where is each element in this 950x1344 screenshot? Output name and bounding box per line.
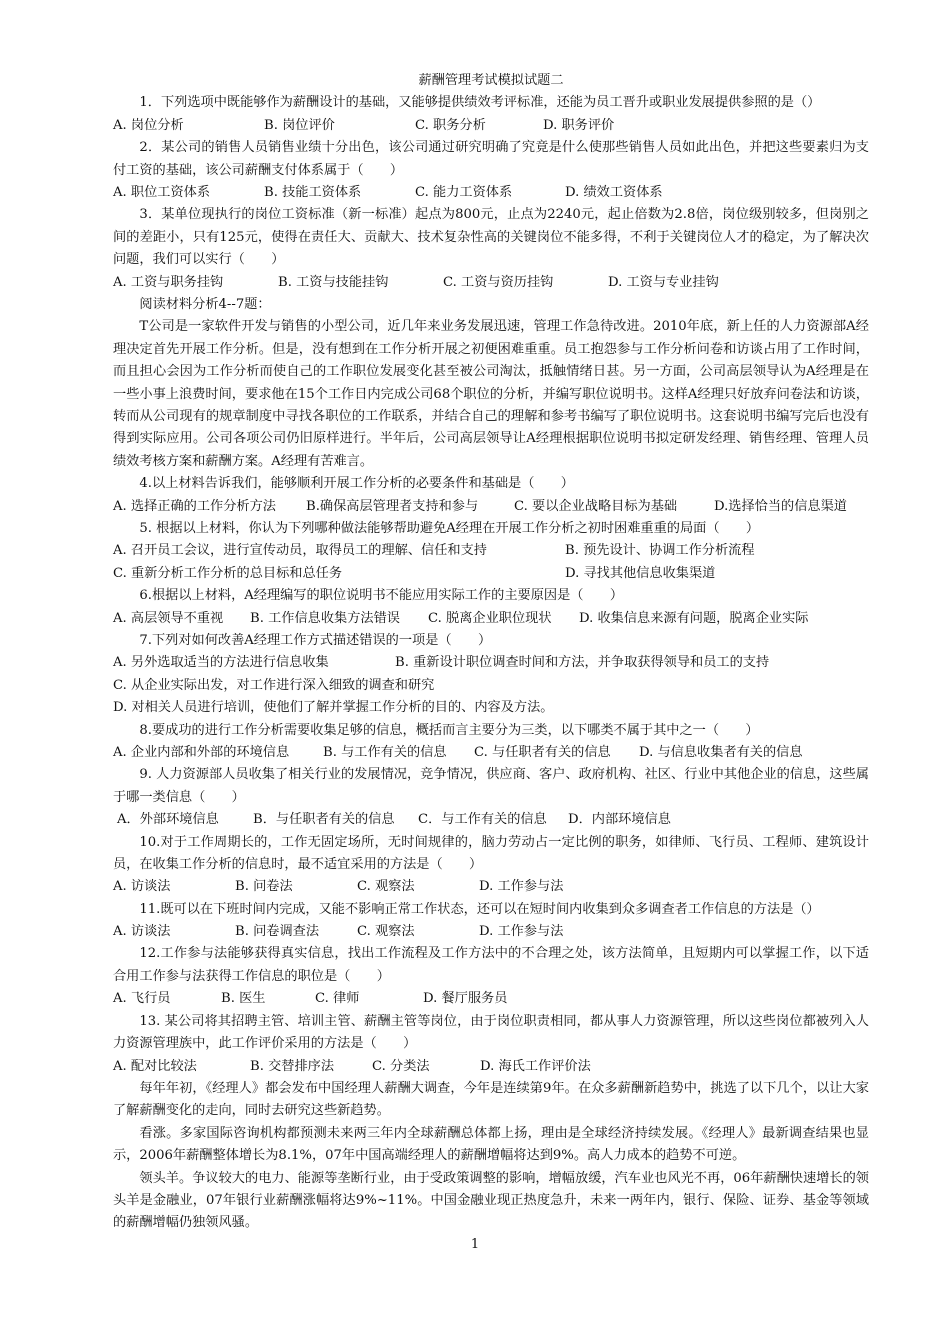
option-b: B. 医生	[221, 991, 266, 1007]
option-a: A. 选择正确的工作分析方法	[113, 498, 276, 514]
option-d: D. 对相关人员进行培训，使他们了解并掌握工作分析的目的、内容及方法。	[113, 700, 554, 716]
option-a: A. 配对比较法	[113, 1058, 197, 1074]
page-number: 1	[470, 1237, 480, 1252]
question-1-options	[113, 115, 869, 137]
option-c: C. 律师	[315, 991, 360, 1007]
question-9-options	[113, 809, 869, 831]
question-12-options	[113, 988, 869, 1010]
option-d: D．内部环境信息	[568, 812, 671, 828]
option-a: A．外部环境信息	[117, 812, 219, 828]
option-a: A. 访谈法	[113, 879, 171, 895]
question-12: 12.工作参与法能够获得真实信息，找出工作流程及工作方法中的不合理之处，该方法简单，且短期内可以掌握工作，以下适合用工作参与法获得工作信息的职位是（ ）	[113, 946, 869, 984]
option-c: C. 分类法	[372, 1058, 430, 1074]
option-a: A. 另外选取适当的方法进行信息收集	[113, 655, 329, 671]
question-4: 4.以上材料告诉我们，能够顺利开展工作分析的必要条件和基础是（ ）	[139, 476, 574, 492]
option-a: A. 召开员工会议，进行宣传动员，取得员工的理解、信任和支持	[113, 543, 487, 559]
paragraph-trends-intro: 每年年初，《经理人》都会发布中国经理人薪酬大调查，今年是连续第9年。在众多薪酬新趋势中，挑选了以下几个，以让大家了解薪酬变化的走向，同时去研究这些新趋势。	[113, 1080, 869, 1119]
option-c: C. 要以企业战略目标为基础	[514, 498, 678, 514]
option-d: D. 收集信息来源有问题，脱离企业实际	[579, 610, 809, 626]
option-c: C. 从企业实际出发，对工作进行深入细致的调查和研究	[113, 677, 435, 693]
option-b: B．与任职者有关的信息	[253, 812, 395, 828]
question-2-options	[113, 182, 869, 204]
option-d: D.选择恰当的信息渠道	[714, 498, 847, 514]
question-6-options	[113, 608, 869, 630]
question-10-options	[113, 876, 869, 898]
document-title: 薪酬管理考试模拟试题二	[418, 73, 564, 88]
option-d: D. 工资与专业挂钩	[608, 274, 719, 290]
option-b: B. 问卷调查法	[235, 924, 320, 940]
reading-material-text: T公司是一家软件开发与销售的小型公司，近几年来业务发展迅速，管理工作急待改进。2010年底，新上任的人力资源部A经理决定首先开展工作分析。但是，没有想到在工作分析开展之初便困难重重。员工抱怨参与工作分析问卷和访谈占用了工作时间，而且担心会因为工作分析而使自己的工作职位发展变化甚至被公司淘汰，抵触情绪日甚。另一方面，公司高层领导认为A经理是在一些小事上浪费时间，要求他在15个工作日内完成公司68个职位的分析，并编写职位说明书。这样A经理只好放弃问卷法和访谈，转而从公司现有的规章制度中寻找各职位的工作联系，并结合自己的理解和参考书编写了职位说明书。这套说明书编写完后也没有得到实际应用。公司各项公司仍旧原样进行。半年后，公司高层领导让A经理根据职位说明书拟定研发经理、销售经理、管理人员绩效考核方案和薪酬方案。A经理有苦难言。	[113, 319, 869, 469]
option-c: C. 重新分析工作分析的总目标和总任务	[113, 565, 343, 581]
question-13: 13. 某公司将其招聘主管、培训主管、薪酬主管等岗位，由于岗位职责相同，都从事人力资源管理，所以这些岗位都被列入人力资源管理族中，此工作评价采用的方法是（ ）	[113, 1013, 869, 1052]
option-c: C. 观察法	[357, 879, 415, 895]
question-7: 7.下列对如何改善A经理工作方式描述错误的一项是（ ）	[139, 632, 492, 648]
option-a: A. 飞行员	[113, 991, 171, 1007]
question-5-options-row2	[113, 563, 869, 585]
option-d: D. 寻找其他信息收集渠道	[565, 565, 716, 581]
reading-material-heading: 阅读材料分析4--7题：	[139, 296, 271, 312]
option-a: A. 访谈法	[113, 924, 171, 940]
question-8: 8.要成功的进行工作分析需要收集足够的信息，概括而言主要分为三类，以下哪类不属于其中之一（ ）	[139, 722, 759, 738]
question-6: 6.根据以上材料，A经理编写的职位说明书不能应用实际工作的主要原因是（ ）	[139, 588, 624, 604]
option-d: D. 海氏工作评价法	[480, 1058, 591, 1074]
question-4-options	[113, 496, 869, 518]
option-c: C. 职务分析	[415, 117, 486, 133]
option-b: B. 预先设计、协调工作分析流程	[565, 543, 755, 559]
option-a: A. 职位工资体系	[113, 184, 211, 200]
option-c: C．与工作有关的信息	[418, 812, 547, 828]
question-5-options-row1	[113, 540, 869, 562]
option-a: A. 岗位分析	[113, 117, 184, 133]
paragraph-leader: 领头羊。争议较大的电力、能源等垄断行业，由于受政策调整的影响，增幅放缓，汽车业也风光不再，06年薪酬快速增长的领头羊是金融业，07年银行业薪酬涨幅将达9%~11%。中国金融业现正热度急升，未来一两年内，银行、保险、证券、基金等领域的薪酬增幅仍独领风骚。	[113, 1170, 869, 1231]
option-b: B. 技能工资体系	[264, 184, 362, 200]
question-2: 2．某公司的销售人员销售业绩十分出色，该公司通过研究明确了究竟是什么使那些销售人员如此出色，并把这些要素归为支付工资的基础，该公司薪酬支付体系属于（ ）	[113, 140, 869, 178]
question-1: 1．下列选项中既能够作为薪酬设计的基础，又能够提供绩效考评标准，还能为员工晋升或职业发展提供参照的是（）	[139, 95, 821, 111]
option-d: D. 工作参与法	[479, 879, 564, 895]
option-b: B.确保高层管理者支持和参与	[306, 498, 479, 514]
question-3: 3．某单位现执行的岗位工资标准（新一标准）起点为800元，止点为2240元，起止倍数为2.8倍，岗位级别较多，但岗别之间的差距小，只有125元，使得在责任大、贡献大、技术复杂性高的关键岗位不能多得，不利于关键岗位人才的稳定，为了解决次问题，我们可以实行（ ）	[113, 207, 869, 268]
option-c: C. 能力工资体系	[415, 184, 513, 200]
option-d: D. 职务评价	[543, 117, 615, 133]
option-d: D. 餐厅服务员	[423, 991, 508, 1007]
question-11-options	[113, 921, 869, 943]
question-8-options	[113, 742, 869, 764]
option-c: C. 与任职者有关的信息	[474, 744, 611, 760]
option-b: B. 岗位评价	[264, 117, 335, 133]
option-a: A. 高层领导不重视	[113, 610, 224, 626]
option-d: D. 工作参与法	[479, 924, 564, 940]
option-a: A. 企业内部和外部的环境信息	[113, 744, 290, 760]
option-b: B. 重新设计职位调查时间和方法，并争取获得领导和员工的支持	[395, 655, 770, 671]
question-3-options	[113, 272, 869, 294]
question-13-options	[113, 1056, 869, 1078]
option-d: D. 绩效工资体系	[565, 184, 663, 200]
option-b: B. 与工作有关的信息	[323, 744, 447, 760]
option-b: B. 交替排序法	[250, 1058, 335, 1074]
question-7-options-row1	[113, 652, 869, 674]
option-c: C. 工资与资历挂钩	[443, 274, 554, 290]
document-body	[113, 70, 869, 1235]
option-c: C. 脱离企业职位现状	[428, 610, 552, 626]
paragraph-rising: 看涨。多家国际咨询机构都预测未来两三年内全球薪酬总体都上扬，理由是全球经济持续发展。《经理人》最新调查结果也显示，2006年薪酬整体增长为8.1%，07年中国高端经理人的薪酬增幅将达到9%。高人力成本的趋势不可逆。	[113, 1125, 869, 1164]
option-a: A. 工资与职务挂钩	[113, 274, 224, 290]
option-c: C. 观察法	[357, 924, 415, 940]
option-d: D. 与信息收集者有关的信息	[639, 744, 803, 760]
question-9: 9. 人力资源部人员收集了相关行业的发展情况，竞争情况，供应商、客户、政府机构、社区、行业中其他企业的信息，这些属于哪一类信息（ ）	[113, 767, 869, 805]
question-10: 10.对于工作周期长的，工作无固定场所，无时间规律的，脑力劳动占一定比例的职务，如律师、飞行员、工程师、建筑设计员，在收集工作分析的信息时，最不适宜采用的方法是（ ）	[113, 834, 869, 872]
question-11: 11.既可以在下班时间内完成，又能不影响正常工作状态，还可以在短时间内收集到众多调查者工作信息的方法是（）	[139, 901, 820, 917]
question-5: 5. 根据以上材料，你认为下列哪种做法能够帮助避免A经理在开展工作分析之初时困难重重的局面（ ）	[139, 521, 760, 536]
option-b: B. 问卷法	[235, 879, 293, 895]
option-b: B. 工资与技能挂钩	[278, 274, 389, 290]
option-b: B. 工作信息收集方法错误	[250, 610, 400, 626]
